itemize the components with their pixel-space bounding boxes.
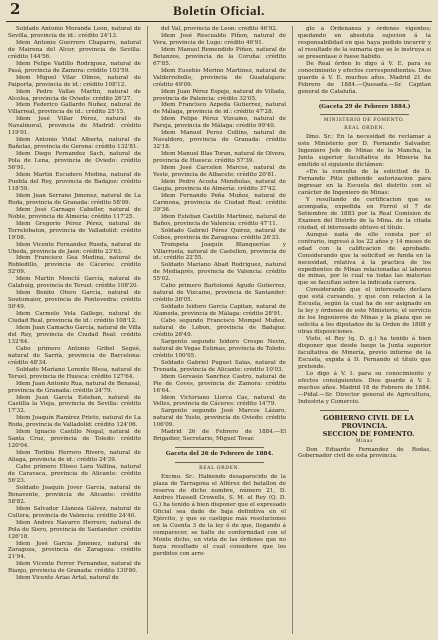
order-text: Excmo. Sr.: Habiendo desaparecido de la plaza de Tarragona el Alférez del batallon de reserva de dicho nombre, número 21, D. Andres Hassell Crowells, S. M. el Rey (Q. D. G.) ha tenido á bien disponer que el expresado Oficial sea dado de baja definitiva en el Ejército, y que se castigue más resoluciones en la Cuenta 3 de la ley ó de que, llegando á comparecer, se halle de conformidad con el Monte dicho, en vista de las órdenes que no haya resultado el cual considere que los perdidos con arre- — [153, 474, 286, 557]
list-item: Idem Martin Monclú García, natural de Calabuig, provincia de Teruel: crédito 108'20. — [8, 276, 141, 290]
paragraph: Don Eduardo Fernandez de Rodas, Gobernador civil de esta provincia. — [298, 446, 431, 460]
list-item: Idem José Rescualdo Piñon, natural de Vera, provincia de Lugo: crédito 46'91. — [153, 32, 286, 46]
list-item: Soldado Gabriel Puguet Salas, natural de Trenada, provincia de Alicante: crédito 10'03. — [153, 359, 286, 373]
paragraph: De Real órden lo digo á V. E. para su conocimiento y efectos correspondientes. Dios guarde á V. E. muchos años. Madrid 21 de Febrero de 1884.—Quesada.—Sr. Capitan general de Cataluña. — [298, 60, 431, 95]
column-divider — [292, 26, 293, 634]
publication-title: Boletín Oficial. — [173, 3, 265, 18]
list-item: Idem Salvador Llaneza Gálvez, natural de Cullera, provincia de Valencia: crédito 24'40. — [8, 505, 141, 519]
soldier-list-1 — [8, 26, 141, 582]
gazette-heading: (Gaceta 29 de Febrero 1884.) — [318, 103, 411, 110]
list-item: Soldado Mariano Lorente Blesa, natural de Teruel, provincia de Huesca: crédito 127'64. — [8, 366, 141, 380]
list-item: Soldado Mariano Abad Rodriguez, natural de Mediaprés, provincia de Valencia: crédito 55'02. — [153, 262, 286, 283]
section-rule — [320, 410, 409, 411]
column-2 — [153, 26, 286, 636]
list-item: Idem José Carnago Cabeller, natural de Noble, provincia de Almería: crédito 117'25. — [8, 206, 141, 220]
column-1 — [8, 26, 141, 636]
list-item: Idem Manuel Remendido Piñon, natural de Betanzos, provincia de la Coruña: crédito 67'85. — [153, 46, 286, 67]
list-item: Idem Manuel Blas Toran, natural de Olvera, provincia de Huesca: crédito 57'39. — [153, 151, 286, 165]
list-item: Idem Federico Gallardo Nuñez, natural de Villarreal, provincia de id.: crédito 25'15. — [8, 102, 141, 116]
list-item: Idem Felipe Pérez Vizcaino, natural de Pareja, provincia de Málaga: crédito 99'40. — [153, 116, 286, 130]
list-item: Idem Manuel Perez Collins, natural de Navaldoro, provincia de Granada: crédito 32'18. — [153, 130, 286, 151]
list-item: Idem Antonio Guerrero Chaparro, natural de Mairena del Alcor, provincia de Sevilla: crédito 144'56. — [8, 39, 141, 60]
list-item: Idem Juan Antonio Rua, natural de Benasal, provincia de Granada: crédito 24'79. — [8, 380, 141, 394]
list-item: Idem Pedro Acosta Mendiolas, natural de Gaujia, provincia de Almería: crédito 37'42. — [153, 178, 286, 192]
subsection-heading: Minas — [355, 438, 374, 444]
list-item: Idem Juan Garcia Esteban, natural de Castilla la Vieja, provincia de Sevilla: crédito 17'32. — [8, 394, 141, 415]
list-item: Idem Vicente Arias Artal, natural de — [16, 575, 119, 582]
paragraph: Aunque nada de ello consta por el contrario, ingresó á los 22 años y 14 meses de edad con la calificacion de aprobado. Considerando que la solicitud se funda en la necesidad, relativa á la practica de los expedientes de Minas relacionadas al laboreo de minas, por lo cual va todas las materias que se facultan sobre la indicada carrera. — [298, 231, 431, 287]
list-item: Cabo primero Eliseo Lara Vallina, natural de Caravaca, provincia de Alicante: crédito 56'23. — [8, 464, 141, 484]
header-rule — [6, 21, 432, 22]
list-item: Idem Carmelo Vela Gallego, natural de Ciudad Real, provincia de id.: crédito 108'12. — [8, 311, 141, 325]
list-item: Idem José Garcia Jimenez, natural de Zaragoza, provincia de Zaragoza: crédito 21'94. — [8, 540, 141, 561]
ministry-heading: MINISTERIO DE FOMENTO. — [323, 118, 406, 124]
list-item: Idem Juan Pérez Espejo, natural de Villada, provincia de Palencia: crédito 32'05. — [153, 88, 286, 102]
section-rule — [320, 114, 409, 115]
list-item: Soldado Isidoro Garcia Capitan, natural de Alameda, provincia de Málaga: crédito 28'91. — [153, 304, 286, 318]
list-item: Soldado Joaquin Jover Garcia, natural de Benavente, provincia de Alicante: crédito 58'82. — [8, 484, 141, 505]
list-item: Idem José Carcelen Marcos, natural de Yeste, provincia de Albacete: crédito 20'81. — [153, 165, 286, 179]
list-item: Idem Juan Serrano Jimenez, natural de La Roda, provincia de Granada: crédito 58'09. — [8, 192, 141, 206]
order-label: REAL ORDEN. — [199, 466, 240, 472]
column-3 — [298, 26, 431, 636]
list-item: Sargento segundo Isidoro Crespo Nevin, natural de Vegas Estimas, provincia de Toledo: crédito 100'05. — [153, 338, 286, 359]
list-item: Idem Felipe Vadillo Rodriguez, natural de Pasá, provincia de Zamora: crédito 103'59. — [8, 60, 141, 74]
list-item: Cabo segundo Francisco Mompel Muñoz, natural de Lobon, provincia de Badajoz: crédito 26'49. — [153, 318, 286, 338]
list-item: Idem Francisco Azpeda Gutierrez, natural de Málaga, provincia de id.: crédito 47'28. — [153, 102, 286, 116]
list-item: Idem Juan Camacho Garcia, natural de Villa del Rey, provincia de Ciudad Real: crédito 132'64. — [8, 324, 141, 345]
list-item: del Val, provincia de Leon: crédito 46'92. — [161, 26, 278, 32]
list-item: Idem Antonio Vidal Alberta, natural de Bañolas, provincia de Gerona: crédito 132'81. — [8, 137, 141, 151]
government-heading: GOBIERNO CIVIL DE LA PROVINCIA. — [323, 413, 414, 430]
order-label: REAL ORDEN. — [344, 126, 385, 132]
list-item: Idem José Villar Pérez, natural de Navalmoral, provincia de Madrid: crédito 119'01. — [8, 116, 141, 137]
section-rule — [175, 447, 264, 448]
list-item: Cabo primero Antonio Gribel Segué, natural de Sarrià, provincia de Barcelona: crédito 48'34. — [8, 345, 141, 366]
list-item: Cabo primero Bartolomé Agudo Gutierrez, natural de Vizcaino, provincia de Santander: crédito 36'05. — [153, 283, 286, 304]
list-item: Idem Fernando Peña Muñoz, natural de Carmona, provincia de Ciudad Real: crédito 39'36. — [153, 192, 286, 213]
list-item: Soldado Antonio Moranda Leon, natural de Sevilla, provincia de id.: crédito 24'13. — [8, 26, 141, 39]
paragraph: Visto, el Rey (q. D. g.) ha tenido á bien disponer que desde luego la Junta superior facultativa de Minería, previo informe de la Escuela, expida á D. Fernando el título que pretende. — [298, 336, 431, 370]
paragraph: Lo digo á V. I. para su conocimiento y efectos consiguientes. Dios guarde á V. I. muchos años. Madrid 18 de Febrero de 1884.—Pidal.—Sr. Director general de Agricultura, Industria y Comercio. — [298, 370, 431, 405]
list-item: Idem Gregorio Pérez Pérez, natural de Torrelobaton, provincia de Valladolid: crédito 19'08. — [8, 220, 141, 241]
list-item: Idem Esteban Castillo Martinez, natural de Baños, provincia de Valencia: crédito 47'11. — [153, 213, 286, 227]
page-number: 2 — [10, 0, 21, 18]
list-item: Idem Francisco Gea Medina, natural de Robledillo, provincia de Cáceres: crédito 52'09. — [8, 255, 141, 276]
paragraph: Considerando que el interesado declara que está cursando, y que con relacion á la Escuela, según la cual ha de ser asignado en la ley y órdenes de este Ministerio, el servicio de los Ingenieros de Minas y la plaza que se solicita a los diputados de la Orden de 1808 y otras disposiciones. — [298, 287, 431, 336]
paragraph: «En la consulta de la solicitud de D. Fernando Pitiz pidiendo autorizacion para ingresar en la Escuela del distrito con el carácter de Ingeniero de Minas: — [298, 169, 431, 197]
list-item: Idem Joaquín Ramirez Prieto, natural de La Roda, provincia de Valladolid: crédito 124'06. — [8, 415, 141, 429]
list-item: Idem Eusebio Merino Martinez, natural de Valderrebollo, provincia de Guadalajara: crédito 49'09. — [153, 67, 286, 88]
section-heading: SECCION DE FOMENTO. — [322, 429, 415, 438]
list-item: Sargento segundo José Marcos Lázaro, natural de Yuste, provincia de Oviedo: crédito 106'09. — [153, 408, 286, 429]
paragraph: Y resultando de certificacion que se acompaña, expedida en Ferrol el 7 de Setiembre de 1883 por la Real Comision de Examen del Distrito de la Mina. de la citada ciudad, el interesado obtuvo el título. — [298, 196, 431, 231]
list-item: Idem Andres Navarro Herrero, natural de Pola de Siero, provincia de Santander: crédito 126'18. — [8, 519, 141, 540]
list-item: Idem Martin Escudero Medina, natural de Puebla del Rey, provincia de Badajoz: crédito 118'59. — [8, 172, 141, 192]
list-item: Idem Pedro Vallas Martin, natural de Alcolea, provincia de Oviedo: crédito 26'27. — [8, 88, 141, 102]
list-item: Soldado Gabriel Pérez Quiroz, natural de Cobos, provincia de Zaragoza: crédito 26'33. — [153, 227, 286, 241]
list-item: Idem Gervasio Sanchez Castro, natural de Pie de Coves, provincia de Zamora: crédito 16'64. — [153, 373, 286, 394]
list-item: Idem Victoriano Llorca Cas, natural de Velles, provincia de Cáceres: crédito 14'79. — [153, 394, 286, 408]
list-item: Idem Vicente Ferrer Fernandez, natural de Rianjo, provincia de Granada: crédito 130'80. — [8, 561, 141, 575]
column-divider — [147, 26, 148, 634]
paragraph: Ilmo. Sr.: En la necesidad de reclamar a este Ministerio por D. Fernando Salvador, Ingeniero Jefe de Minas de la Mancha, la Junta superior facultativa de Minería ha emitido el siguiente dictámen: — [298, 134, 431, 169]
gazette-heading: Gaceta del 26 de Febrero de 1884. — [165, 451, 274, 458]
section-rule — [175, 462, 264, 463]
section-rule — [320, 100, 409, 101]
signature: Madrid 26 de Febrero de 1884.—El Brigadier, Secretario, Miguel Tovar. — [153, 429, 286, 443]
list-item: Trompeta Joaquín Blanquerías y Villarruela, natural de Castellon, provincia de id.: crédito 22'55. — [153, 241, 286, 262]
list-item: Idem Benito Otero Garcia, natural de Soutomaior, provincia de Pontevedra: crédito 50'49. — [8, 290, 141, 311]
list-item: Idem Toribio Herrero Rivero, natural de Aliaga, provincia de id.: crédito 24'39. — [8, 450, 141, 464]
list-item: Idem Diego Fernandez Sach, natural de Pola de Lena, provincia de Oviedo: crédito 56'91. — [8, 151, 141, 172]
list-item: Idem Miguel Vilar Olmos, natural de Paiporta, provincia de id.: crédito 108'12. — [8, 74, 141, 88]
list-item: Idem Ignacio Castillo Nogal, natural de Santa Cruz, provincia de Toledo: crédito 120'04. — [8, 429, 141, 450]
paragraph: glo á Ordenanza y órdenes vigentes; quedando en absoluta sujecion á la responsabilidad en que haya podido incurrir y al resultado de la sumaria que se le instruya si se presentase ó fuese habido. — [298, 26, 431, 60]
list-item: Idem Vicente Fernandez Rueda, natural de Ubeda, provincia de Jaen: crédito 23'63. — [8, 241, 141, 255]
